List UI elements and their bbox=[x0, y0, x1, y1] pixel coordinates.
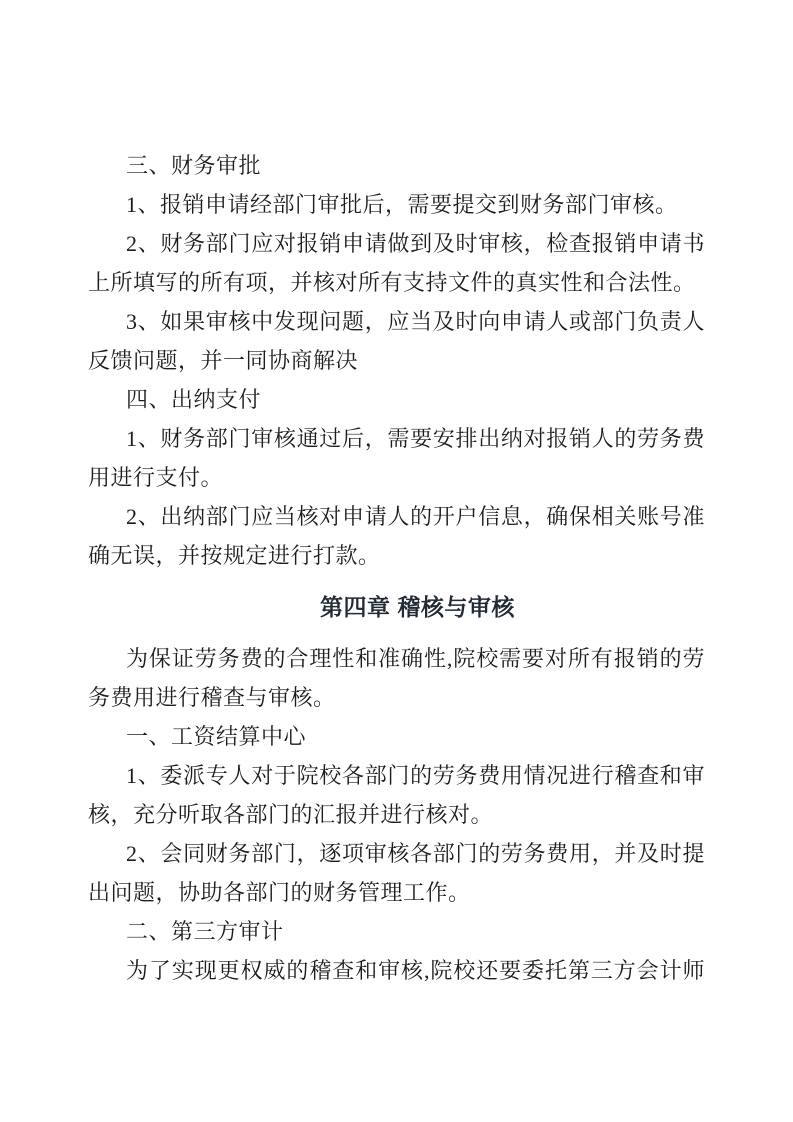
document-line: 1、财务部门审核通过后，需要安排出纳对报销人的劳务费 bbox=[126, 426, 705, 451]
document-line: 出问题，协助各部门的财务管理工作。 bbox=[88, 880, 471, 905]
document-line: 2、财务部门应对报销申请做到及时审核，检查报销申请书 bbox=[126, 231, 705, 256]
document-body bbox=[88, 146, 705, 990]
document-line: 一、工资结算中心 bbox=[126, 724, 307, 749]
document-line: 为了实现更权威的稽查和审核,院校还要委托第三方会计师 bbox=[126, 958, 705, 983]
document-line: 1、委派专人对于院校各部门的劳务费用情况进行稽查和审 bbox=[126, 763, 705, 788]
document-line: 务费用进行稽查与审核。 bbox=[88, 685, 336, 710]
document-line: 四、出纳支付 bbox=[126, 387, 262, 412]
chapter-heading: 第四章 稽核与审核 bbox=[320, 594, 515, 620]
document-line: 2、会同财务部门，逐项审核各部门的劳务费用，并及时提 bbox=[126, 841, 705, 866]
document-line: 上所填写的所有项，并核对所有支持文件的真实性和合法性。 bbox=[88, 270, 696, 295]
document-line: 为保证劳务费的合理性和准确性,院校需要对所有报销的劳 bbox=[126, 646, 705, 671]
document-line: 二、第三方审计 bbox=[126, 919, 284, 944]
document-line: 反馈问题，并一同协商解决 bbox=[88, 348, 359, 373]
document-line: 确无误，并按规定进行打款。 bbox=[88, 543, 381, 568]
document-line: 核，充分听取各部门的汇报并进行核对。 bbox=[88, 802, 494, 827]
document-line: 用进行支付。 bbox=[88, 465, 224, 490]
document-line: 1、报销申请经部门审批后，需要提交到财务部门审核。 bbox=[126, 192, 678, 217]
document-line: 3、如果审核中发现问题，应当及时向申请人或部门负责人 bbox=[126, 309, 705, 334]
document-line: 2、出纳部门应当核对申请人的开户信息，确保相关账号准 bbox=[126, 504, 705, 529]
document-line: 三、财务审批 bbox=[126, 153, 262, 178]
